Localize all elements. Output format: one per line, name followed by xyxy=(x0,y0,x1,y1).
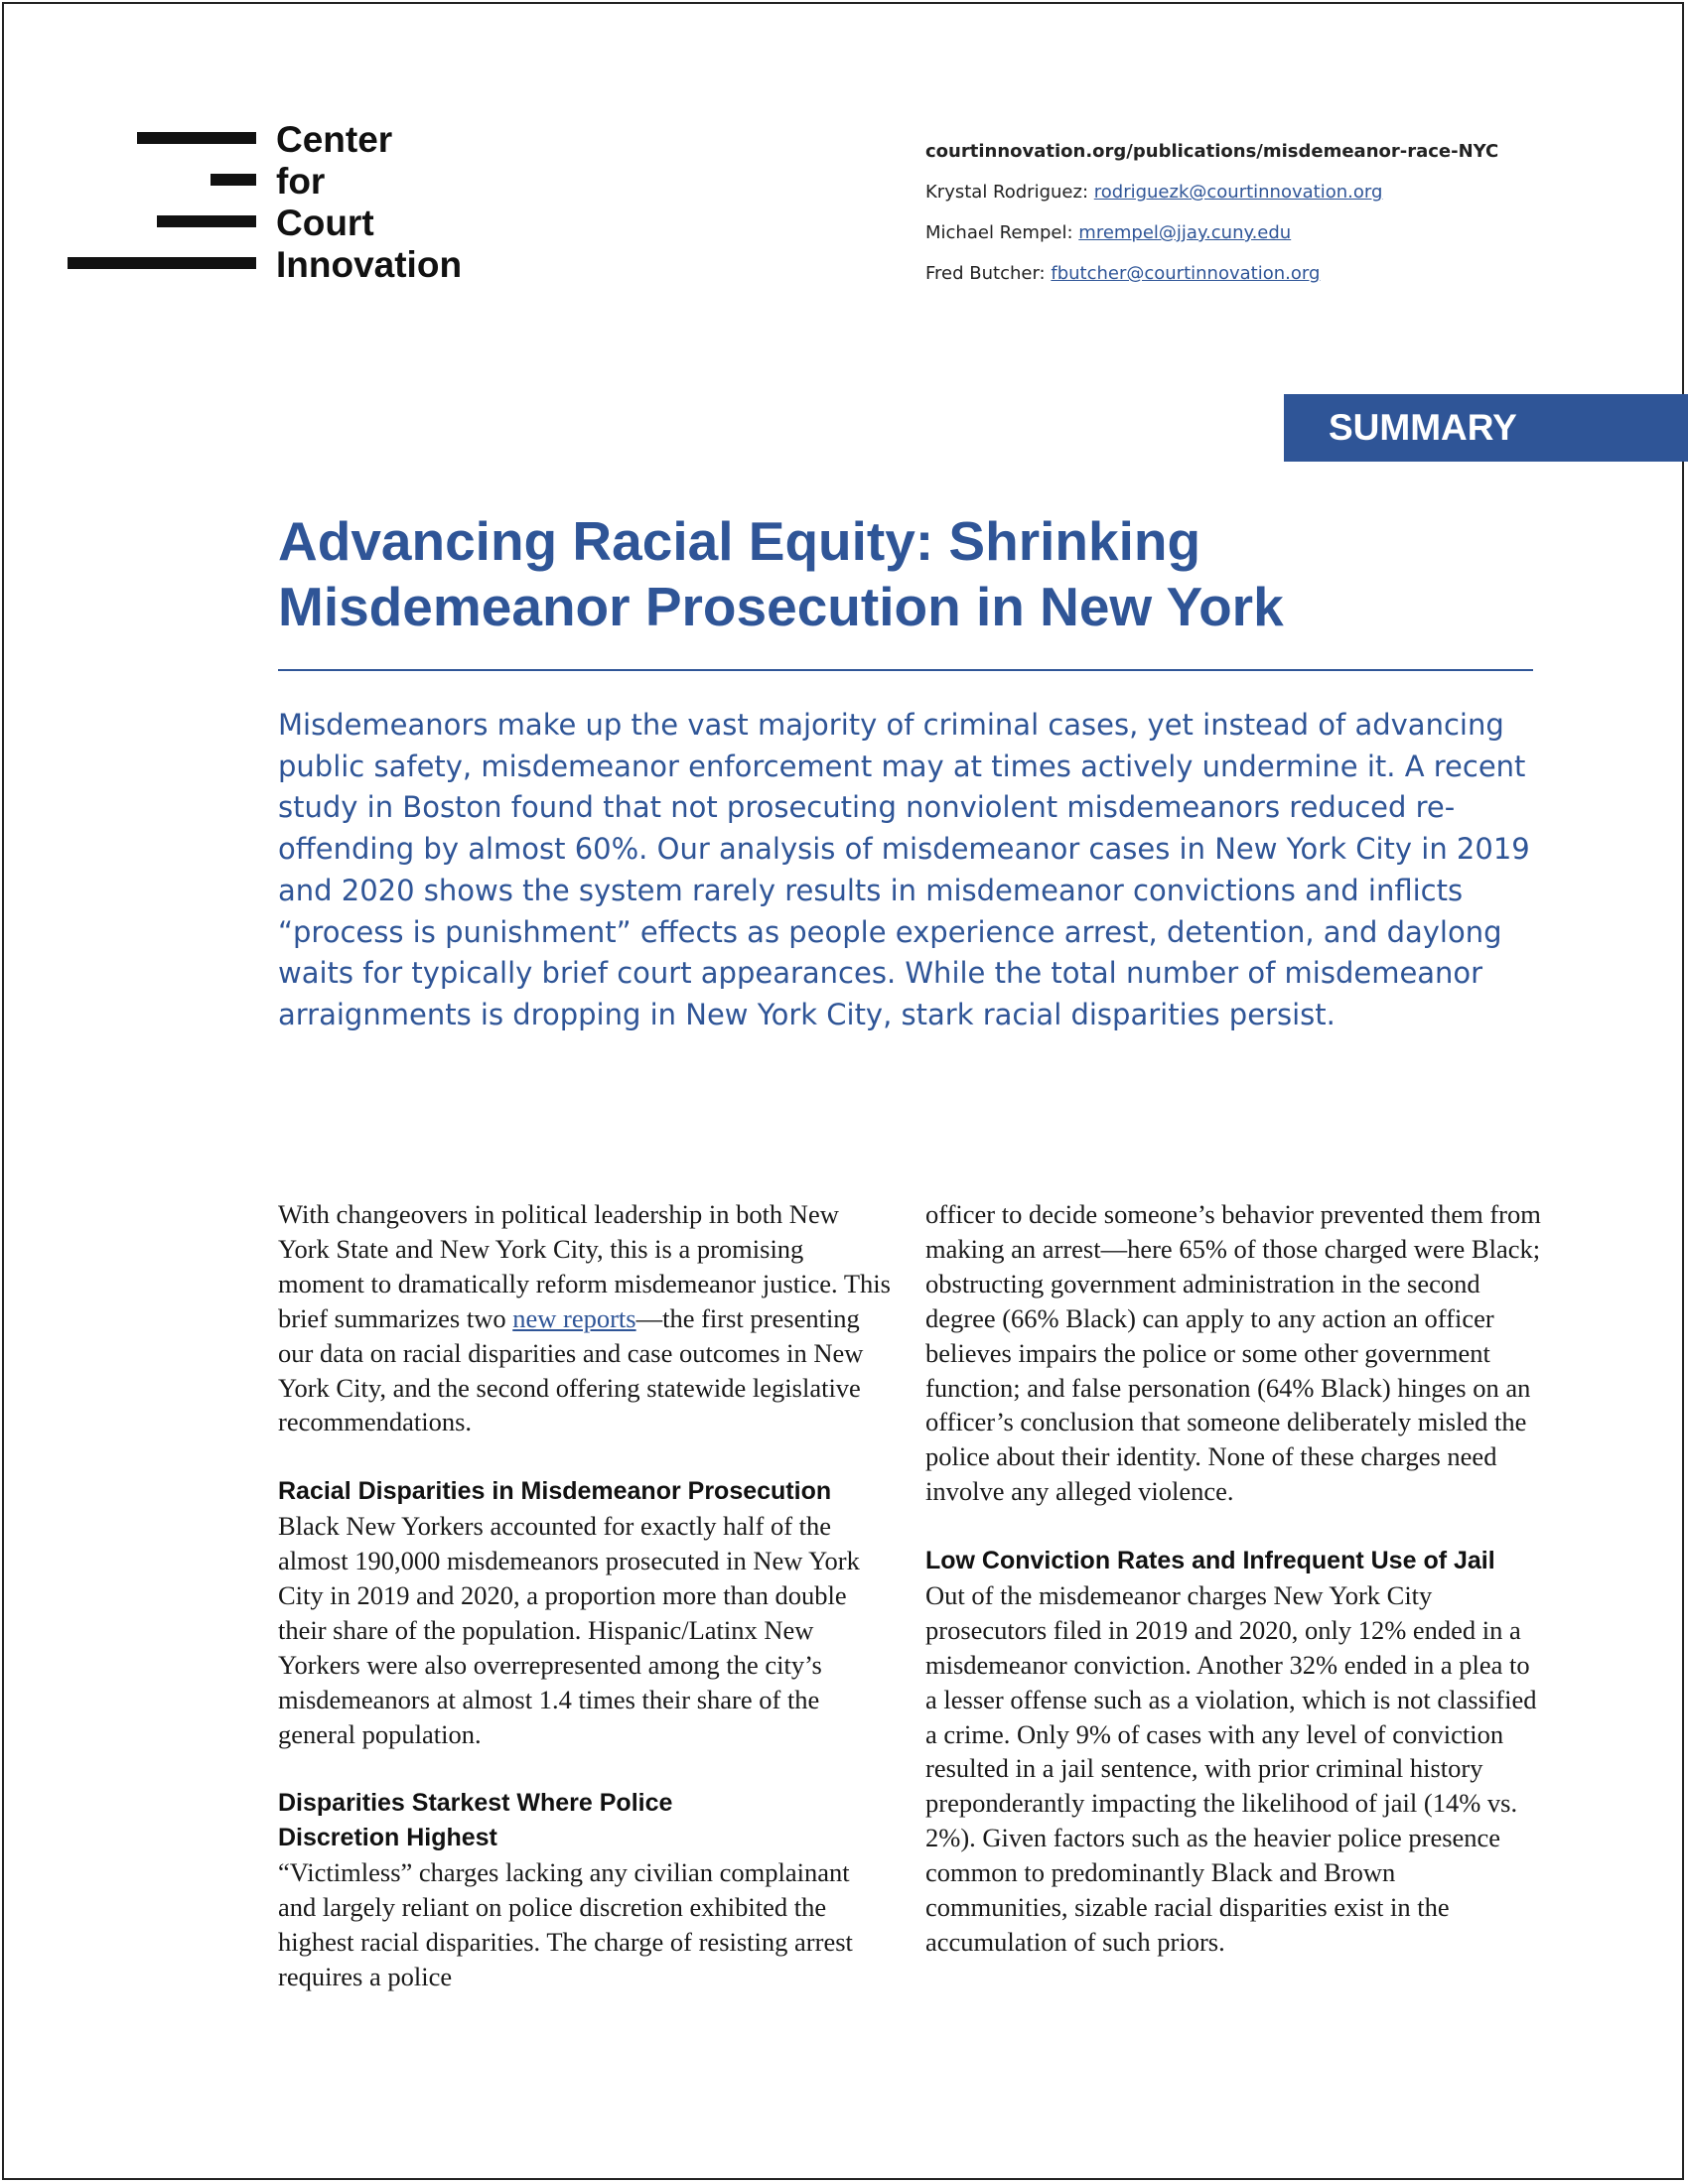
contact-email-link[interactable]: mrempel@jjay.cuny.edu xyxy=(1078,222,1292,243)
section-heading: Disparities Starkest Where Police Discretion Highest xyxy=(278,1789,673,1852)
contact-name: Fred Butcher: xyxy=(925,263,1046,284)
logo-bar-1 xyxy=(137,132,256,144)
title-divider xyxy=(278,669,1533,671)
contact-row xyxy=(925,212,1498,253)
intro-text: With changeovers in political leadership in both New York State and New York City, this is a promising moment to dramatically reform misdemeanor justice. This brief summarizes two xyxy=(278,1199,891,1333)
logo-bar-2 xyxy=(211,174,256,186)
summary-badge: SUMMARY xyxy=(1284,394,1688,462)
contact-row xyxy=(925,253,1498,294)
section-paragraph: officer to decide someone’s behavior prevented them from making an arrest—here 65% of those charged were Black; obstructing government administration in the second degree (66% Black) can apply to any action an officer believes impairs the police or some other government function; and false personation (64% Black) hinges on an officer’s conclusion that someone deliberately misled the police about their identity. None of these charges need involve any alleged violence. xyxy=(925,1199,1541,1507)
intro-paragraph xyxy=(278,1197,894,1439)
new-reports-link[interactable]: new reports xyxy=(512,1302,636,1333)
section-paragraph: Black New Yorkers accounted for exactly half of the almost 190,000 misdemeanors prosecuted in New York City in 2019 and 2020, a proportion more than double their share of the population. Hispanic/Latinx New Yorkers were also overrepresented among the city’s misdemeanors at almost 1.4 times their share of the general population. xyxy=(278,1511,860,1749)
section-paragraph: Out of the misdemeanor charges New York City prosecutors filed in 2019 and 2020, only 12% ended in a misdemeanor conviction. Another 32% ended in a plea to a lesser offense such as a violation, which is not classified a crime. Only 9% of cases with any level of conviction resulted in a jail sentence, with prior criminal history preponderantly impacting the likelihood of jail (14% vs. 2%). Given factors such as the heavier police presence common to predominantly Black and Brown communities, sizable racial disparities exist in the accumulation of such priors. xyxy=(925,1579,1537,1958)
contact-name: Krystal Rodriguez: xyxy=(925,182,1089,203)
contact-block xyxy=(925,131,1498,294)
contact-email-link[interactable]: rodriguezk@courtinnovation.org xyxy=(1093,182,1383,203)
org-logo[interactable] xyxy=(68,119,485,288)
body-column-right xyxy=(925,1197,1541,1960)
section-heading: Low Conviction Rates and Infrequent Use of Jail xyxy=(925,1547,1495,1575)
lead-paragraph: Misdemeanors make up the vast majority of criminal cases, yet instead of advancing public safety, misdemeanor enforcement may at times actively undermine it. A recent study in Boston found that not prosecuting nonviolent misdemeanors reduced re-offending by almost 60%. Our analysis of misdemeanor cases in New York City in 2019 and 2020 shows the system rarely results in misdemeanor convictions and inflicts “process is punishment” effects as people experience arrest, detention, and daylong waits for typically brief court appearances. While the total number of misdemeanor arraignments is dropping in New York City, stark racial disparities persist. xyxy=(278,708,1530,1031)
logo-bar-3 xyxy=(157,215,256,227)
document-title: Advancing Racial Equity: Shrinking Misdemeanor Prosecution in New York xyxy=(278,510,1284,637)
contact-name: Michael Rempel: xyxy=(925,222,1073,243)
body-column-left xyxy=(278,1197,894,1994)
contact-row xyxy=(925,172,1498,212)
contact-email-link[interactable]: fbutcher@courtinnovation.org xyxy=(1051,263,1321,284)
intro-text: —the first presenting our data on racial disparities and case outcomes in New York City, and the second offering statewide legislative recommendations. xyxy=(278,1302,864,1437)
section-paragraph: “Victimless” charges lacking any civilian complainant and largely reliant on police discretion exhibited the highest racial disparities. The charge of resisting arrest requires a police xyxy=(278,1857,853,1991)
section-heading: Racial Disparities in Misdemeanor Prosecution xyxy=(278,1477,832,1506)
logo-wordmark: Center for Court Innovation xyxy=(276,119,463,285)
logo-bar-4 xyxy=(68,257,256,269)
publication-url[interactable]: courtinnovation.org/publications/misdemeanor-race-NYC xyxy=(925,141,1499,162)
